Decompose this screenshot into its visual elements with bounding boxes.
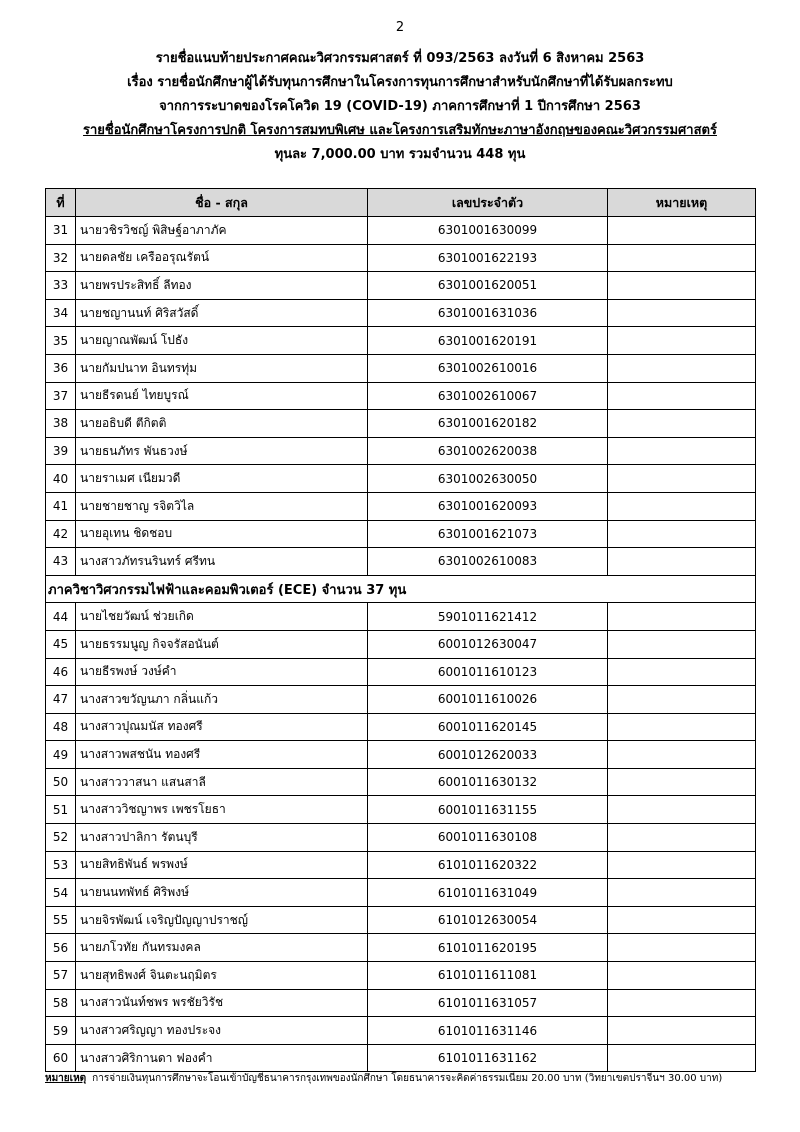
table-row [46,1044,756,1072]
table-row [46,934,756,962]
remark-cell [608,1044,756,1072]
program-title: รายชื่อนักศึกษาโครงการปกติ โครงการสมทบพิเศษ และโครงการเสริมทักษะภาษาอังกฤษของคณะวิศวกรรมศาสตร์ [83,123,717,138]
student-name: นางสาวพสชนัน ทองศรี [76,741,368,769]
row-number: 35 [46,327,76,355]
student-id: 6001011620145 [368,713,608,741]
student-id: 6001011630132 [368,768,608,796]
student-id: 6101011631057 [368,989,608,1017]
row-number: 50 [46,768,76,796]
table-row [46,465,756,493]
student-id: 6001011631155 [368,796,608,824]
section-title: ภาควิชาวิศวกรรมไฟฟ้าและคอมพิวเตอร์ (ECE) จำนวน 37 ทุน [46,575,756,603]
student-name: นางสาววิชญาพร เพชรโยธา [76,796,368,824]
student-id: 6001012630047 [368,630,608,658]
student-id: 6101011631162 [368,1044,608,1072]
remark-cell [608,354,756,382]
remark-cell [608,217,756,245]
student-id: 6101011620195 [368,934,608,962]
remark-cell [608,962,756,990]
remark-cell [608,906,756,934]
remark-cell [608,934,756,962]
student-name: นายธีรดนย์ ไทยบูรณ์ [76,382,368,410]
student-id: 6301001620093 [368,492,608,520]
student-name: นางสาวปาลิกา รัตนบุรี [76,824,368,852]
remark-cell [608,299,756,327]
student-id: 6301002630050 [368,465,608,493]
table-body-general [46,217,756,576]
row-number: 45 [46,630,76,658]
student-name: นายธนภัทร พันธวงษ์ [76,437,368,465]
student-name: นายสุทธิพงศ์ จินตะนฤมิตร [76,962,368,990]
student-id: 6301002610083 [368,548,608,576]
remark-cell [608,603,756,631]
table-row [46,879,756,907]
table-row [46,741,756,769]
row-number: 42 [46,520,76,548]
column-header-name: ชื่อ - สกุล [76,189,368,217]
row-number: 36 [46,354,76,382]
table-row [46,410,756,438]
student-id: 6101011620322 [368,851,608,879]
student-name: นางสาวศิริกานดา ฟองคำ [76,1044,368,1072]
student-name: นายวชิรวิชญ์ พิสิษฐ์อาภาภัค [76,217,368,245]
student-name: นายกัมปนาท อินทรทุ่ม [76,354,368,382]
student-name: นายไชยวัฒน์ ช่วยเกิด [76,603,368,631]
table-row [46,492,756,520]
row-number: 49 [46,741,76,769]
table-row [46,299,756,327]
remark-cell [608,410,756,438]
table-row [46,217,756,245]
table-row [46,906,756,934]
footnote-label: หมายเหตุ [45,1073,87,1084]
remark-cell [608,824,756,852]
row-number: 54 [46,879,76,907]
table-row [46,354,756,382]
column-header-id: เลขประจำตัว [368,189,608,217]
student-name: นางสาวภัทรนรินทร์ ศรีทน [76,548,368,576]
student-id: 6301002620038 [368,437,608,465]
student-name: นางสาวนันท์ชพร พรชัยวิรัช [76,989,368,1017]
student-id: 6001012620033 [368,741,608,769]
table-header-row [46,189,756,217]
remark-cell [608,244,756,272]
table-row [46,382,756,410]
footnote [45,1071,785,1086]
table-body-ece [46,603,756,1072]
student-name: นายชายชาญ รจิตวิไล [76,492,368,520]
table-row [46,962,756,990]
student-id: 6101011631049 [368,879,608,907]
table-row [46,603,756,631]
remark-cell [608,713,756,741]
student-name: นายธรรมนูญ กิจจรัสอนันต์ [76,630,368,658]
student-name: นางสาวศริญญา ทองประจง [76,1017,368,1045]
student-id: 6301001620182 [368,410,608,438]
student-name: นายดลชัย เครืออรุณรัตน์ [76,244,368,272]
row-number: 41 [46,492,76,520]
page-number: 2 [395,20,405,35]
remark-cell [608,851,756,879]
scholarship-recipients-table [45,188,756,1072]
student-name: นายสิทธิพันธ์ พรพงษ์ [76,851,368,879]
table-row [46,437,756,465]
row-number: 56 [46,934,76,962]
table-row [46,520,756,548]
table-row [46,768,756,796]
student-name: นายราเมศ เนียมวดี [76,465,368,493]
row-number: 43 [46,548,76,576]
remark-cell [608,548,756,576]
row-number: 57 [46,962,76,990]
row-number: 31 [46,217,76,245]
student-id: 6101012630054 [368,906,608,934]
table-row [46,989,756,1017]
remark-cell [608,465,756,493]
student-id: 6301001620051 [368,272,608,300]
student-name: นายอุเทน ชิดชอบ [76,520,368,548]
remark-cell [608,658,756,686]
column-header-no: ที่ [46,189,76,217]
remark-cell [608,686,756,714]
row-number: 44 [46,603,76,631]
remark-cell [608,520,756,548]
row-number: 53 [46,851,76,879]
row-number: 58 [46,989,76,1017]
row-number: 47 [46,686,76,714]
table-row [46,548,756,576]
student-id: 6301002610016 [368,354,608,382]
table-row [46,272,756,300]
remark-cell [608,741,756,769]
student-name: นายญาณพัฒน์ โปธัง [76,327,368,355]
remark-cell [608,1017,756,1045]
table-row [46,851,756,879]
row-number: 39 [46,437,76,465]
student-name: นายจิรพัฒน์ เจริญปัญญาปราชญ์ [76,906,368,934]
student-id: 6301001630099 [368,217,608,245]
student-id: 6001011610026 [368,686,608,714]
scholarship-summary: ทุนละ 7,000.00 บาท รวมจำนวน 448 ทุน [274,147,526,162]
row-number: 59 [46,1017,76,1045]
remark-cell [608,272,756,300]
table-row [46,244,756,272]
row-number: 32 [46,244,76,272]
remark-cell [608,879,756,907]
row-number: 51 [46,796,76,824]
student-id: 6301001621073 [368,520,608,548]
announcement-reference: รายชื่อแนบท้ายประกาศคณะวิศวกรรมศาสตร์ ที่ 093/2563 ลงวันที่ 6 สิงหาคม 2563 [155,51,645,66]
student-name: นายพรประสิทธิ์ ลีทอง [76,272,368,300]
table-row [46,1017,756,1045]
column-header-note: หมายเหตุ [608,189,756,217]
table-row [46,658,756,686]
row-number: 34 [46,299,76,327]
row-number: 55 [46,906,76,934]
row-number: 33 [46,272,76,300]
subject-line-continued: จากการระบาดของโรคโควิด 19 (COVID-19) ภาคการศึกษาที่ 1 ปีการศึกษา 2563 [159,99,641,114]
table-row [46,327,756,355]
student-id: 6101011631146 [368,1017,608,1045]
student-name: นางสาวปุณมนัส ทองศรี [76,713,368,741]
table-section-ece [46,575,756,603]
remark-cell [608,796,756,824]
table-row [46,713,756,741]
student-id: 6001011630108 [368,824,608,852]
row-number: 46 [46,658,76,686]
student-id: 6301001622193 [368,244,608,272]
student-id: 6301002610067 [368,382,608,410]
document-heading [20,47,780,167]
table-row [46,824,756,852]
student-name: นายอธิบดี ตีกิตติ [76,410,368,438]
row-number: 48 [46,713,76,741]
row-number: 52 [46,824,76,852]
row-number: 60 [46,1044,76,1072]
table-row [46,796,756,824]
subject-line: เรื่อง รายชื่อนักศึกษาผู้ได้รับทุนการศึกษาในโครงการทุนการศึกษาสำหรับนักศึกษาที่ได้รับผลกระทบ [127,75,673,90]
remark-cell [608,437,756,465]
student-name: นายธีรพงษ์ วงษ์คำ [76,658,368,686]
table-row [46,630,756,658]
footnote-text: การจ่ายเงินทุนการศึกษาจะโอนเข้าบัญชีธนาคารกรุงเทพของนักศึกษา โดยธนาคารจะคิดค่าธรรมเนียม 20.00 บาท (วิทยาเขตปราจีนฯ 30.00 บาท) [92,1073,723,1084]
remark-cell [608,382,756,410]
remark-cell [608,768,756,796]
student-name: นางสาวขวัญนภา กลิ่นแก้ว [76,686,368,714]
section-header-row [46,575,756,603]
remark-cell [608,989,756,1017]
remark-cell [608,630,756,658]
student-id: 6301001620191 [368,327,608,355]
remark-cell [608,492,756,520]
remark-cell [608,327,756,355]
table-row [46,686,756,714]
row-number: 37 [46,382,76,410]
student-name: นายนนทพัทธ์ ศิริพงษ์ [76,879,368,907]
student-id: 5901011621412 [368,603,608,631]
student-id: 6001011610123 [368,658,608,686]
student-name: นางสาววาสนา แสนสาลี [76,768,368,796]
student-id: 6301001631036 [368,299,608,327]
student-name: นายภโวทัย กันทรมงคล [76,934,368,962]
student-name: นายชญานนท์ ศิริสวัสดิ์ [76,299,368,327]
row-number: 40 [46,465,76,493]
row-number: 38 [46,410,76,438]
student-id: 6101011611081 [368,962,608,990]
